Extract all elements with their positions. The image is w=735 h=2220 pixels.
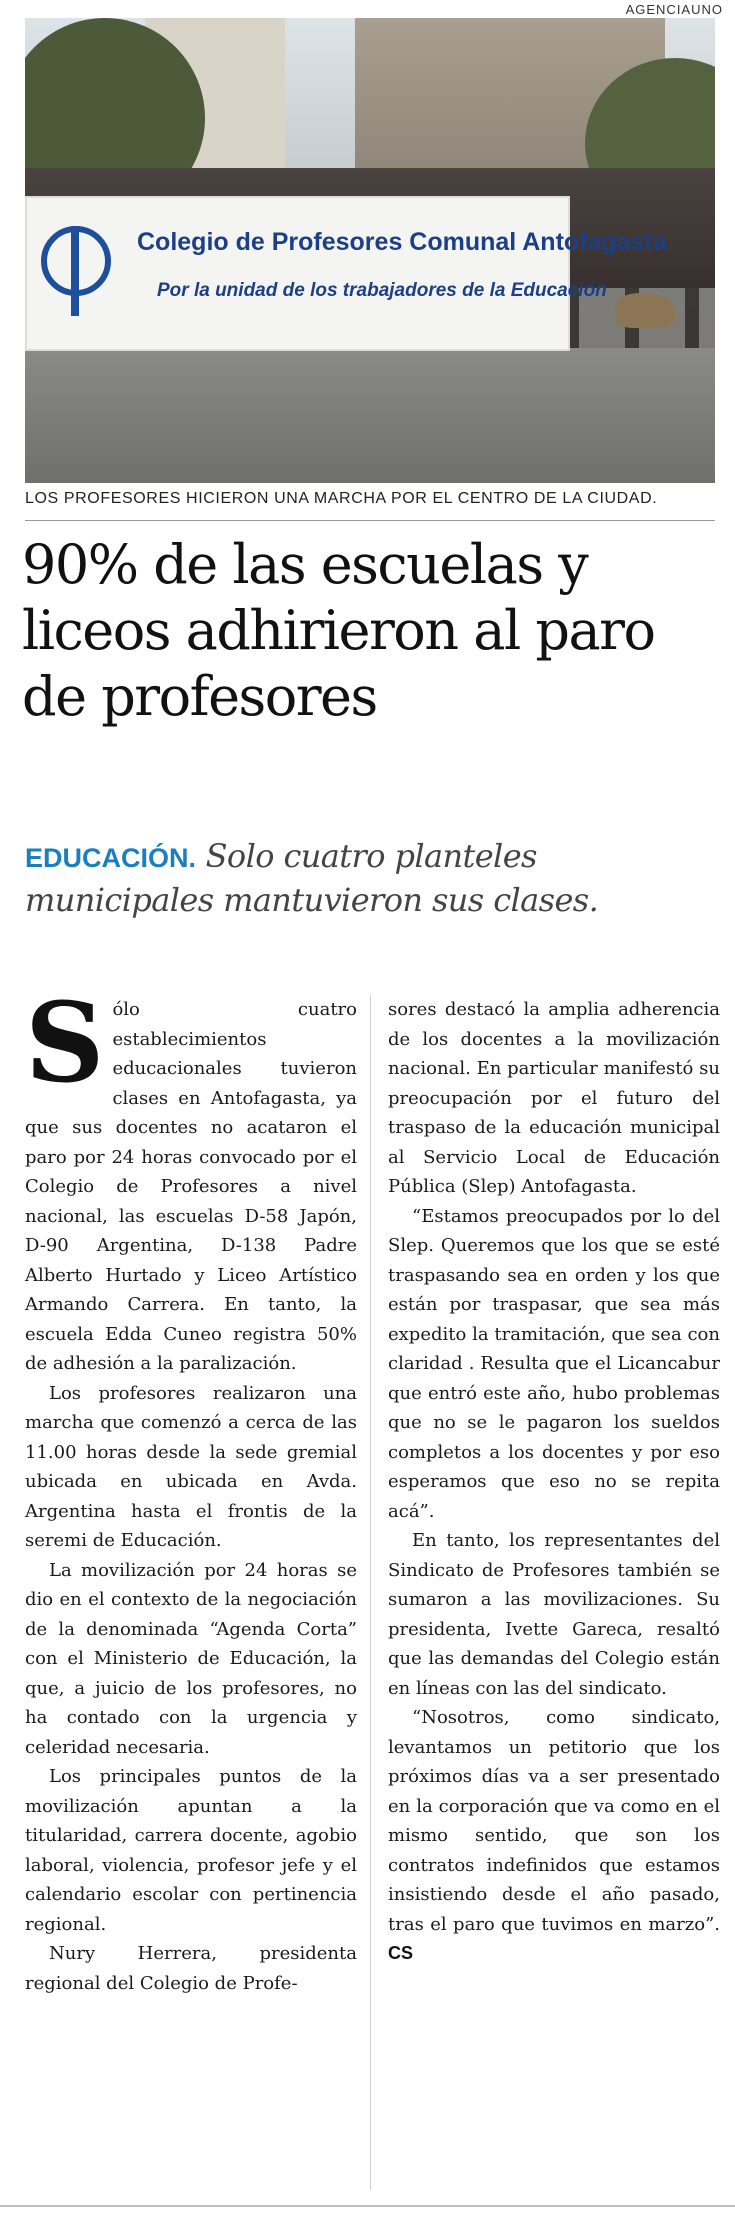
- caption-divider: [25, 520, 715, 521]
- deck-text: Solo cuatro planteles municipales mantuvieron sus clases.: [25, 837, 599, 919]
- banner-subtitle: Por la unidad de los trabajadores de la Educación: [157, 280, 607, 301]
- column-1: [25, 978, 357, 1998]
- end-mark-icon: CS: [388, 1943, 414, 1963]
- paragraph: sores destacó la amplia adherencia de los docentes a la movilización nacional. En particular manifestó su preocupación por el futuro del traspaso de la educación municipal al Servicio Local de Educación Pública (Slep) Antofagasta.: [388, 999, 720, 1197]
- paragraph: Los principales puntos de la movilización apuntan a la titularidad, carrera docente, agobio laboral, violencia, profesor jefe y el calendario escolar con pertinencia regional.: [25, 1766, 357, 1935]
- deck: [25, 835, 715, 921]
- union-logo-icon: [41, 226, 111, 296]
- paragraph: “Estamos preocupados por lo del Slep. Queremos que los que se esté traspasando sea en orden y los que están por traspasar, que sea más expedito la tramitación, que sea con claridad . Resulta que el Licancabur que entró este año, hubo problemas que no se le pagaron los sueldos completos a los docentes y por eso esperamos que eso no se repita acá”.: [388, 1205, 720, 1522]
- column-2: [388, 995, 720, 1998]
- article-body: [25, 978, 720, 1998]
- paragraph: Los profesores realizaron una marcha que comenzó a cerca de las 11.00 horas desde la sede gremial ubicada en ubicada en Avda. Argentina hasta el frontis de la seremi de Educación.: [25, 1382, 357, 1551]
- dog: [615, 293, 675, 328]
- paragraph: La movilización por 24 horas se dio en el contexto de la negociación de la denominada “Agenda Corta” con el Ministerio de Educación, la que, a juicio de los profesores, no ha contado con la urgencia y celeridad necesaria.: [25, 1559, 357, 1758]
- banner-title: Colegio de Profesores Comunal Antofagasta: [137, 228, 667, 256]
- paragraph: Nury Herrera, presidenta regional del Colegio de Profe-: [25, 1943, 357, 1994]
- headline: 90% de las escuelas y liceos adhirieron al paro de profesores: [22, 533, 655, 728]
- drop-cap: S: [25, 978, 105, 1107]
- paragraph: “Nosotros, como sindicato, levantamos un petitorio que los próximos días va a ser presentado en la corporación que va como en el mismo sentido, que son los contratos indefinidos que estamos insistiendo desde el año pasado, tras el paro que tuvimos en marzo”. CS: [388, 1707, 720, 1963]
- section-label: EDUCACIÓN.: [25, 843, 197, 873]
- photo-caption: LOS PROFESORES HICIERON UNA MARCHA POR EL CENTRO DE LA CIUDAD.: [25, 490, 658, 507]
- protest-photo: [25, 18, 715, 483]
- bottom-divider: [0, 2205, 735, 2207]
- paragraph: Sólo cuatro establecimientos educacionales tuvieron clases en Antofagasta, ya que sus docentes no acataron el paro por 24 horas convocado por el Colegio de Profesores a nivel nacional, las escuelas D-58 Japón, D-90 Argentina, D-138 Padre Alberto Hurtado y Liceo Artístico Armando Carrera. En tanto, la escuela Edda Cuneo registra 50% de adhesión a la paralización.: [25, 978, 357, 1374]
- protest-banner: [25, 196, 667, 351]
- paragraph: En tanto, los representantes del Sindicato de Profesores también se sumaron a las movilizaciones. Su presidenta, Ivette Gareca, resaltó que las demandas del Colegio están en líneas con las del sindicato.: [388, 1530, 720, 1699]
- photo-credit: AGENCIAUNO: [625, 2, 723, 17]
